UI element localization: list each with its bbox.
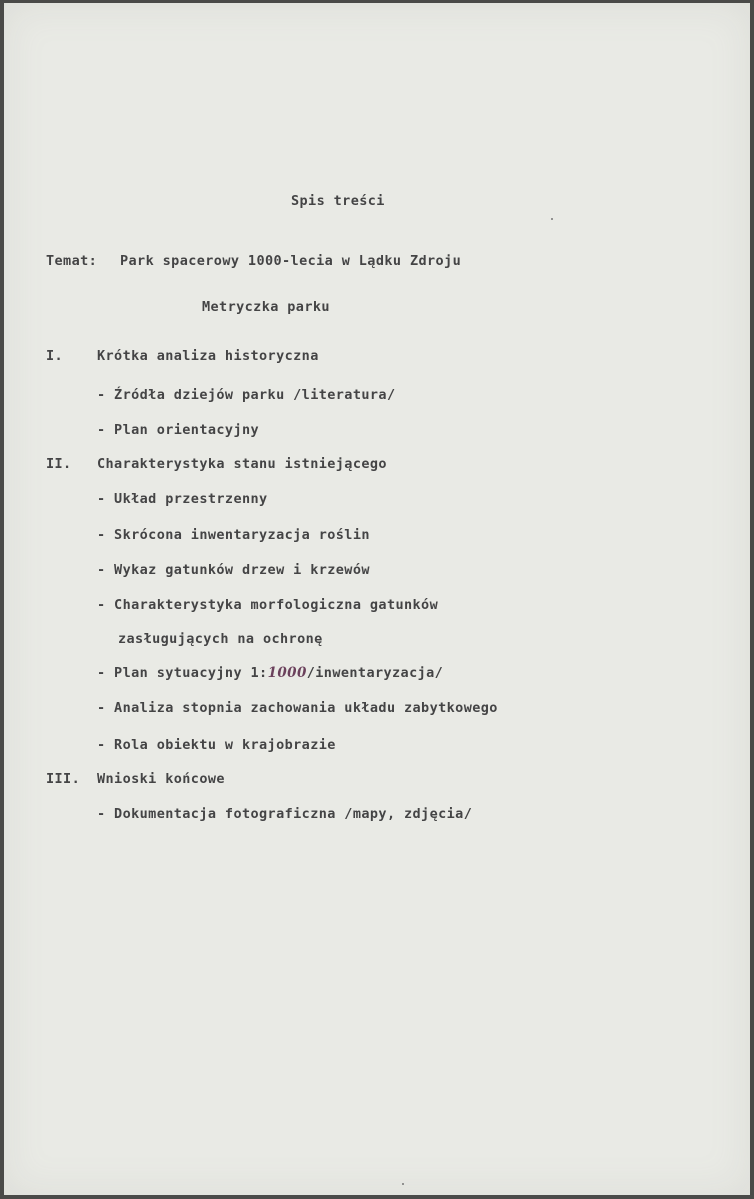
paper-speck	[402, 1183, 404, 1185]
list-item-continuation: zasługujących na ochronę	[118, 631, 323, 647]
section-numeral: II.	[46, 456, 72, 472]
topic-text: Park spacerowy 1000-lecia w Lądku Zdroju	[120, 253, 462, 269]
section-heading: Krótka analiza historyczna	[97, 348, 319, 364]
document-page	[4, 3, 750, 1195]
section-numeral: I.	[46, 348, 64, 364]
section-heading: Wnioski końcowe	[97, 771, 225, 787]
list-item-scale-prefix: - Plan sytuacyjny 1:	[97, 665, 268, 681]
list-item-scale	[97, 665, 443, 681]
list-item: - Charakterystyka morfologiczna gatunków	[97, 597, 439, 613]
section-numeral: III.	[46, 771, 81, 787]
subtitle: Metryczka parku	[202, 299, 330, 315]
list-item: - Plan orientacyjny	[97, 422, 260, 438]
list-item: - Dokumentacja fotograficzna /mapy, zdjęcia/	[97, 806, 473, 822]
paper-speck	[551, 218, 553, 220]
scale-suffix: /inwentaryzacja/	[306, 665, 444, 681]
section-heading: Charakterystyka stanu istniejącego	[97, 456, 387, 472]
list-item: - Źródła dziejów parku /literatura/	[97, 387, 396, 403]
topic-label: Temat:	[46, 253, 98, 269]
list-item: - Analiza stopnia zachowania układu zabytkowego	[97, 700, 498, 716]
list-item: - Skrócona inwentaryzacja roślin	[97, 527, 370, 543]
list-item: - Rola obiektu w krajobrazie	[97, 737, 336, 753]
list-item: - Wykaz gatunków drzew i krzewów	[97, 562, 370, 578]
handwritten-scale: 1000	[267, 665, 307, 681]
document-title: Spis treści	[291, 193, 385, 209]
list-item: - Układ przestrzenny	[97, 491, 268, 507]
